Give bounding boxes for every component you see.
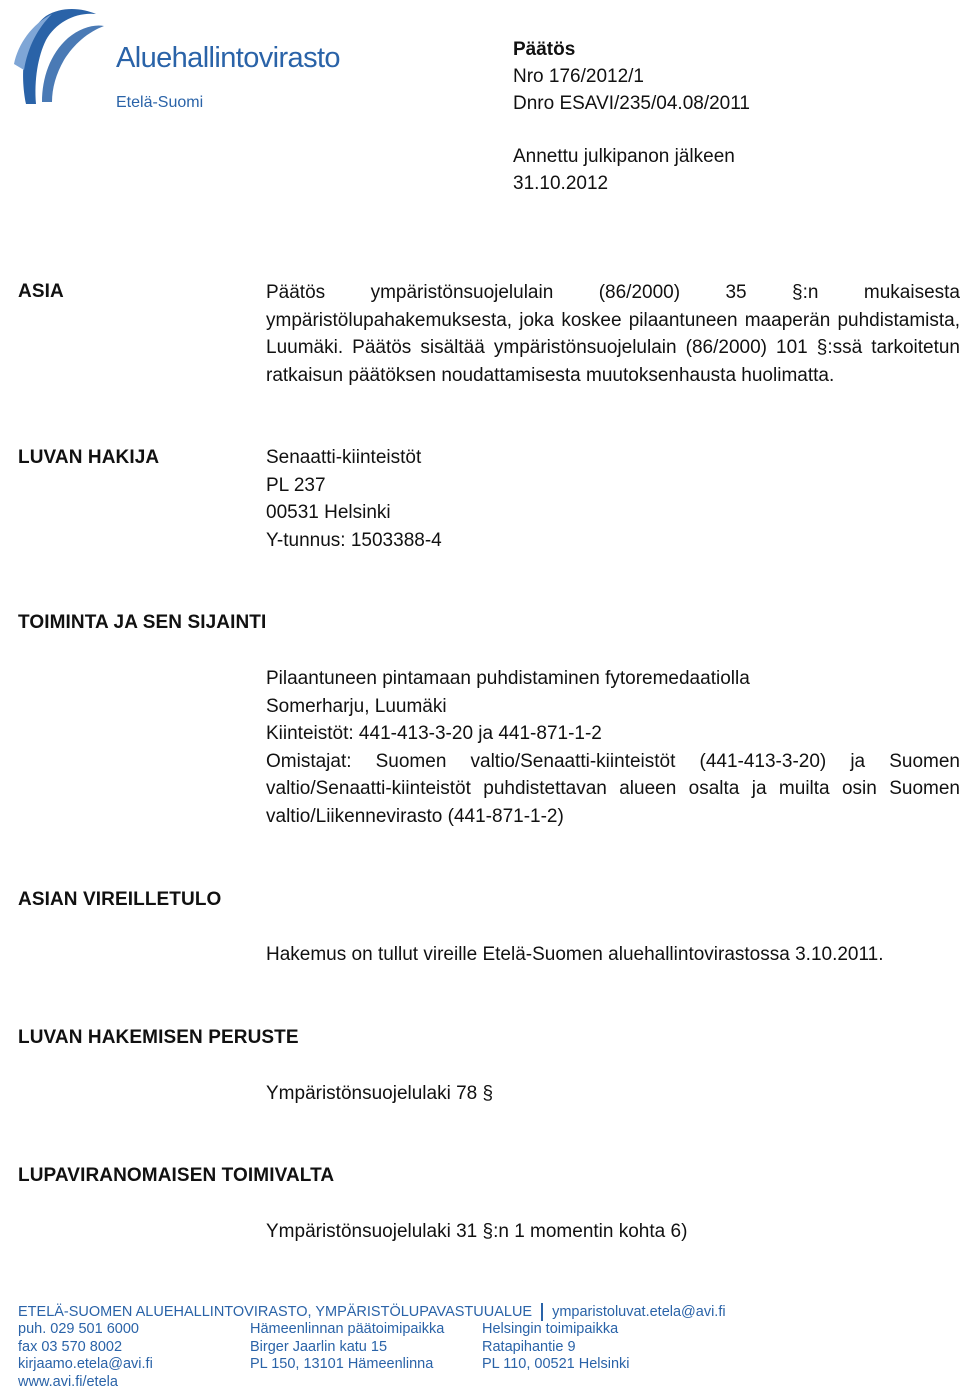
activity-details — [266, 665, 960, 830]
office-po-box: PL 150, 13101 Hämeenlinna — [250, 1356, 482, 1374]
office-street: Ratapihantie 9 — [482, 1339, 742, 1357]
office-street: Birger Jaarlin katu 15 — [250, 1339, 482, 1357]
avi-swoosh-logo-icon — [12, 4, 112, 112]
applicant-po-box: PL 237 — [266, 472, 960, 500]
peruste-text: Ympäristönsuojelulaki 78 § — [266, 1080, 960, 1108]
footer-fax: fax 03 570 8002 — [18, 1339, 250, 1357]
activity-location: Somerharju, Luumäki — [266, 693, 960, 721]
footer-registry-email[interactable]: kirjaamo.etela@avi.fi — [18, 1356, 250, 1374]
office-po-box: PL 110, 00521 Helsinki — [482, 1356, 742, 1374]
footer-hameenlinna-office — [250, 1321, 482, 1391]
section-label-asia: ASIA — [18, 281, 64, 303]
asia-text: Päätös ympäristönsuojelulain (86/2000) 35 §:n mukaisesta ympäristölupahakemuksesta, joka koskee pilaantuneen maaperän puhdistamista, Luumäki. Päätös sisältää ympäristönsuojelulain (86/2000) 101 §:ssä tarkoitetun ratkaisun päätöksen noudattamisesta muutoksenhausta huolimatta. — [266, 279, 960, 389]
section-label-toimivalta: LUPAVIRANOMAISEN TOIMIVALTA — [18, 1165, 334, 1187]
footer-website[interactable]: www.avi.fi/etela — [18, 1374, 250, 1391]
property-ids: Kiinteistöt: 441-413-3-20 ja 441-871-1-2 — [266, 720, 960, 748]
footer-org-line — [18, 1303, 948, 1321]
office-name: Helsingin toimipaikka — [482, 1321, 742, 1339]
dnro-number: Dnro ESAVI/235/04.08/2011 — [513, 90, 750, 117]
section-label-hakija: LUVAN HAKIJA — [18, 447, 159, 469]
vireilletulo-text: Hakemus on tullut vireille Etelä-Suomen aluehallintovirastossa 3.10.2011. — [266, 941, 960, 969]
section-label-peruste: LUVAN HAKEMISEN PERUSTE — [18, 1027, 299, 1049]
property-owners: Omistajat: Suomen valtio/Senaatti-kiinteistöt (441-413-3-20) ja Suomen valtio/Senaatti-kiinteistöt puhdistettavan alueen osalta ja muilta osin Suomen valtio/Liikennevirasto (441-871-1-2) — [266, 748, 960, 831]
logo-wordmark: Aluehallintovirasto — [116, 42, 340, 75]
decision-number: Nro 176/2012/1 — [513, 63, 750, 90]
logo-region: Etelä-Suomi — [116, 94, 203, 112]
applicant-address — [266, 444, 960, 554]
footer-divider — [541, 1303, 543, 1321]
footer-org-name: ETELÄ-SUOMEN ALUEHALLINTOVIRASTO, YMPÄRISTÖLUPAVASTUUALUE — [18, 1304, 532, 1320]
section-label-toiminta: TOIMINTA JA SEN SIJAINTI — [18, 612, 266, 634]
footer-contact-columns — [18, 1321, 948, 1391]
footer-helsinki-office — [482, 1321, 742, 1391]
applicant-name: Senaatti-kiinteistöt — [266, 444, 960, 472]
organization-logo — [12, 4, 352, 116]
published-note: Annettu julkipanon jälkeen — [513, 143, 750, 170]
applicant-business-id: Y-tunnus: 1503388-4 — [266, 527, 960, 555]
activity-description: Pilaantuneen pintamaan puhdistaminen fytoremedaatiolla — [266, 665, 960, 693]
page-footer — [18, 1303, 948, 1391]
document-type: Päätös — [513, 36, 750, 63]
office-name: Hämeenlinnan päätoimipaikka — [250, 1321, 482, 1339]
section-label-vireilletulo: ASIAN VIREILLETULO — [18, 889, 221, 911]
footer-unit-email[interactable]: ymparistoluvat.etela@avi.fi — [552, 1304, 725, 1320]
footer-phone: puh. 029 501 6000 — [18, 1321, 250, 1339]
published-date: 31.10.2012 — [513, 170, 750, 197]
toimivalta-text: Ympäristönsuojelulaki 31 §:n 1 momentin kohta 6) — [266, 1218, 960, 1246]
applicant-city: 00531 Helsinki — [266, 499, 960, 527]
decision-header — [513, 36, 750, 197]
footer-contact-col — [18, 1321, 250, 1391]
